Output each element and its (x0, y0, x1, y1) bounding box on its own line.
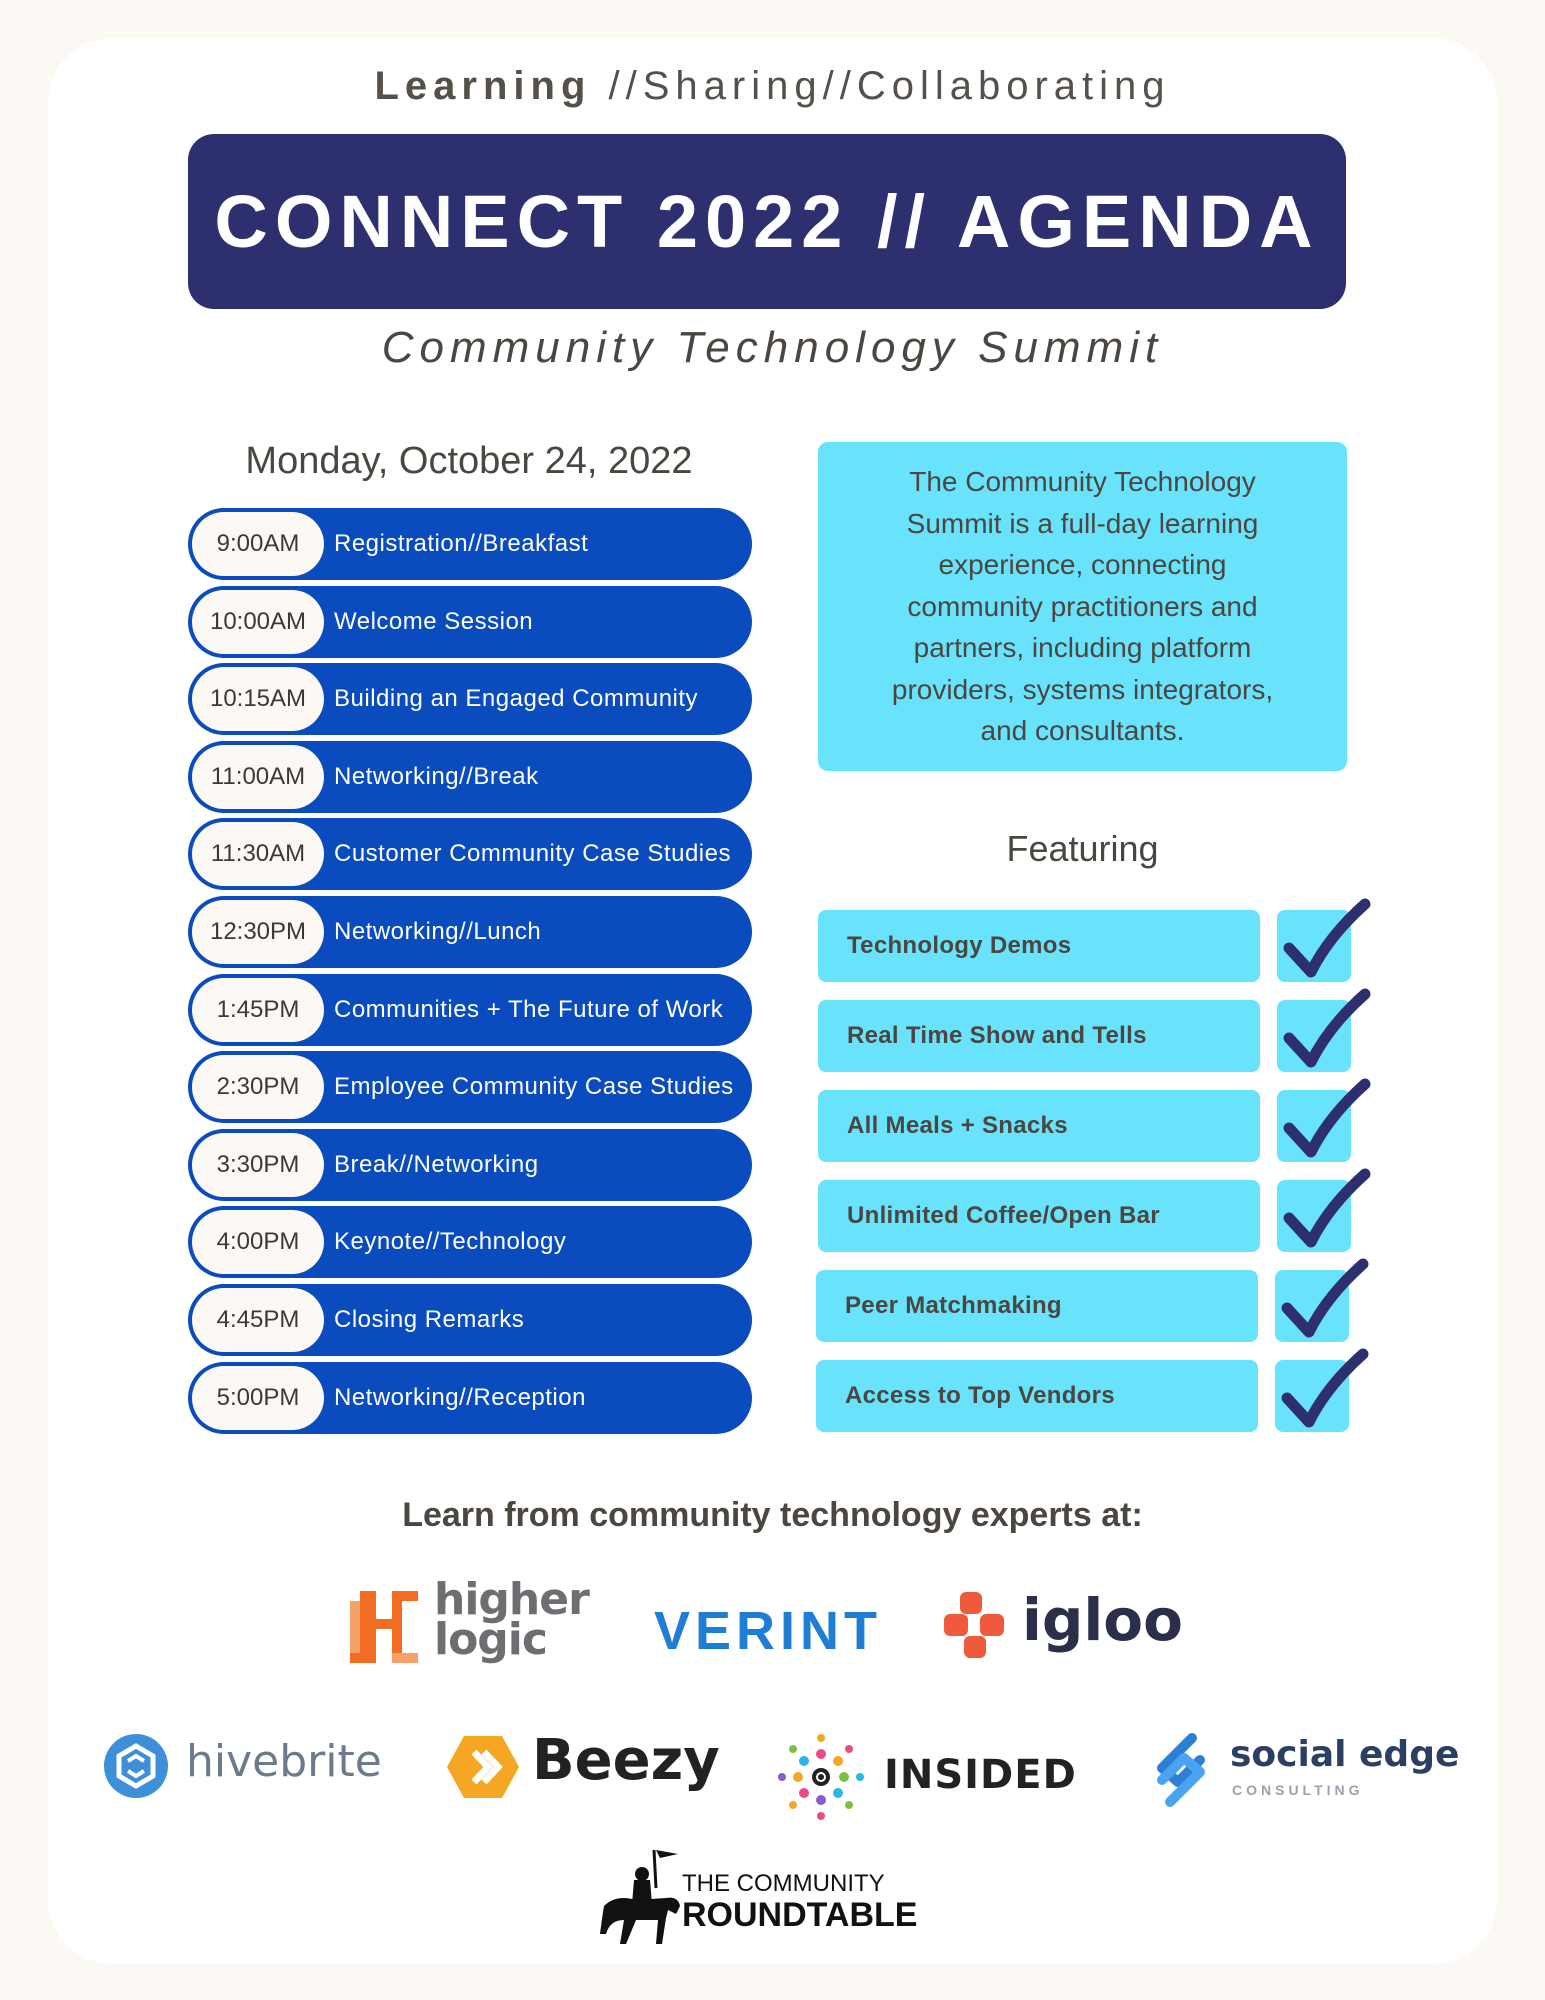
agenda-row (188, 586, 752, 658)
feature-label: All Meals + Snacks (818, 1090, 1260, 1162)
checkmark-icon (1279, 1256, 1369, 1346)
agenda-time: 5:00PM (192, 1366, 324, 1430)
feature-label: Peer Matchmaking (816, 1270, 1258, 1342)
social-edge-icon (1148, 1732, 1214, 1808)
agenda-row (188, 508, 752, 580)
subtitle: Community Technology Summit (381, 323, 1164, 372)
agenda-session: Building an Engaged Community (334, 685, 699, 713)
insided-icon (776, 1732, 866, 1822)
checkmark-icon (1281, 896, 1371, 986)
roundtable-line1: THE COMMUNITY (682, 1870, 885, 1897)
tagline-bold: Learning (374, 64, 592, 108)
roundtable-line2: ROUNDTABLE (682, 1896, 918, 1934)
tagline-rest: //Sharing//Collaborating (591, 64, 1171, 108)
higher-logic-line1: higher (434, 1574, 589, 1625)
agenda-session: Networking//Break (334, 762, 539, 790)
checkmark-icon (1279, 1346, 1369, 1436)
agenda-date: Monday, October 24, 2022 (245, 440, 693, 482)
checkbox-tile (1277, 910, 1351, 982)
agenda-time: 1:45PM (192, 978, 324, 1042)
agenda-time: 11:00AM (192, 745, 324, 809)
feature-row (816, 1360, 1376, 1432)
agenda-session: Networking//Reception (334, 1383, 586, 1411)
social-edge-tagline: CONSULTING (1232, 1782, 1364, 1798)
agenda-session: Communities + The Future of Work (334, 995, 724, 1023)
feature-label: Unlimited Coffee/Open Bar (818, 1180, 1260, 1252)
agenda-row (188, 1051, 752, 1123)
title-banner (188, 134, 1346, 309)
social-edge-wordmark: social edge (1230, 1734, 1460, 1775)
agenda-session: Networking//Lunch (334, 917, 542, 945)
tagline (0, 64, 1545, 109)
feature-label: Real Time Show and Tells (818, 1000, 1260, 1072)
sponsors-heading: Learn from community technology experts at: (402, 1496, 1143, 1534)
agenda-session: Employee Community Case Studies (334, 1073, 734, 1101)
agenda-row (188, 1129, 752, 1201)
feature-label: Technology Demos (818, 910, 1260, 982)
feature-row (818, 1090, 1378, 1162)
summit-description: The Community Technology Summit is a full-day learning experience, connecting community practitioners and partners, including platform providers, systems integrators, and consultants. (891, 466, 1274, 747)
checkbox-tile (1277, 1090, 1351, 1162)
agenda-time: 2:30PM (192, 1055, 324, 1119)
checkmark-icon (1281, 1166, 1371, 1256)
agenda-row (188, 1206, 752, 1278)
agenda-session: Customer Community Case Studies (334, 840, 731, 868)
checkmark-icon (1281, 1076, 1371, 1166)
agenda-row (188, 896, 752, 968)
agenda-time: 10:15AM (192, 667, 324, 731)
higher-logic-line2: logic (434, 1614, 547, 1665)
agenda-time: 9:00AM (192, 512, 324, 576)
feature-row (816, 1270, 1376, 1342)
agenda-time: 12:30PM (192, 900, 324, 964)
agenda-row (188, 663, 752, 735)
agenda-session: Closing Remarks (334, 1305, 525, 1333)
agenda-row (188, 818, 752, 890)
insided-wordmark: INSIDED (884, 1752, 1077, 1798)
agenda-row (188, 974, 752, 1046)
checkbox-tile (1275, 1360, 1349, 1432)
beezy-icon (446, 1734, 520, 1800)
agenda-list (188, 508, 752, 1439)
igloo-icon (944, 1592, 1006, 1660)
featuring-title: Featuring (1006, 828, 1159, 869)
feature-row (818, 1000, 1378, 1072)
agenda-row (188, 1284, 752, 1356)
knight-on-horse-icon (596, 1848, 682, 1948)
igloo-wordmark: igloo (1022, 1586, 1183, 1654)
logo-verint: VERINT (654, 1601, 883, 1661)
agenda-session: Keynote//Technology (334, 1228, 567, 1256)
feature-row (818, 1180, 1378, 1252)
agenda-time: 10:00AM (192, 590, 324, 654)
agenda-time: 4:00PM (192, 1210, 324, 1274)
summit-description-box (818, 442, 1347, 771)
agenda-session: Registration//Breakfast (334, 530, 589, 557)
feature-row (818, 910, 1378, 982)
checkbox-tile (1277, 1000, 1351, 1072)
agenda-row (188, 1362, 752, 1434)
hivebrite-icon (104, 1734, 168, 1798)
agenda-time: 3:30PM (192, 1133, 324, 1197)
checkbox-tile (1277, 1180, 1351, 1252)
agenda-time: 11:30AM (192, 822, 324, 886)
checkmark-icon (1281, 986, 1371, 1076)
feature-label: Access to Top Vendors (816, 1360, 1258, 1432)
page-title: CONNECT 2022 // AGENDA (214, 180, 1320, 263)
beezy-wordmark: Beezy (532, 1728, 720, 1793)
agenda-row (188, 741, 752, 813)
agenda-time: 4:45PM (192, 1288, 324, 1352)
higher-logic-icon (350, 1591, 418, 1663)
agenda-session: Welcome Session (334, 607, 534, 635)
checkbox-tile (1275, 1270, 1349, 1342)
hivebrite-wordmark: hivebrite (186, 1736, 382, 1787)
agenda-session: Break//Networking (334, 1150, 539, 1178)
